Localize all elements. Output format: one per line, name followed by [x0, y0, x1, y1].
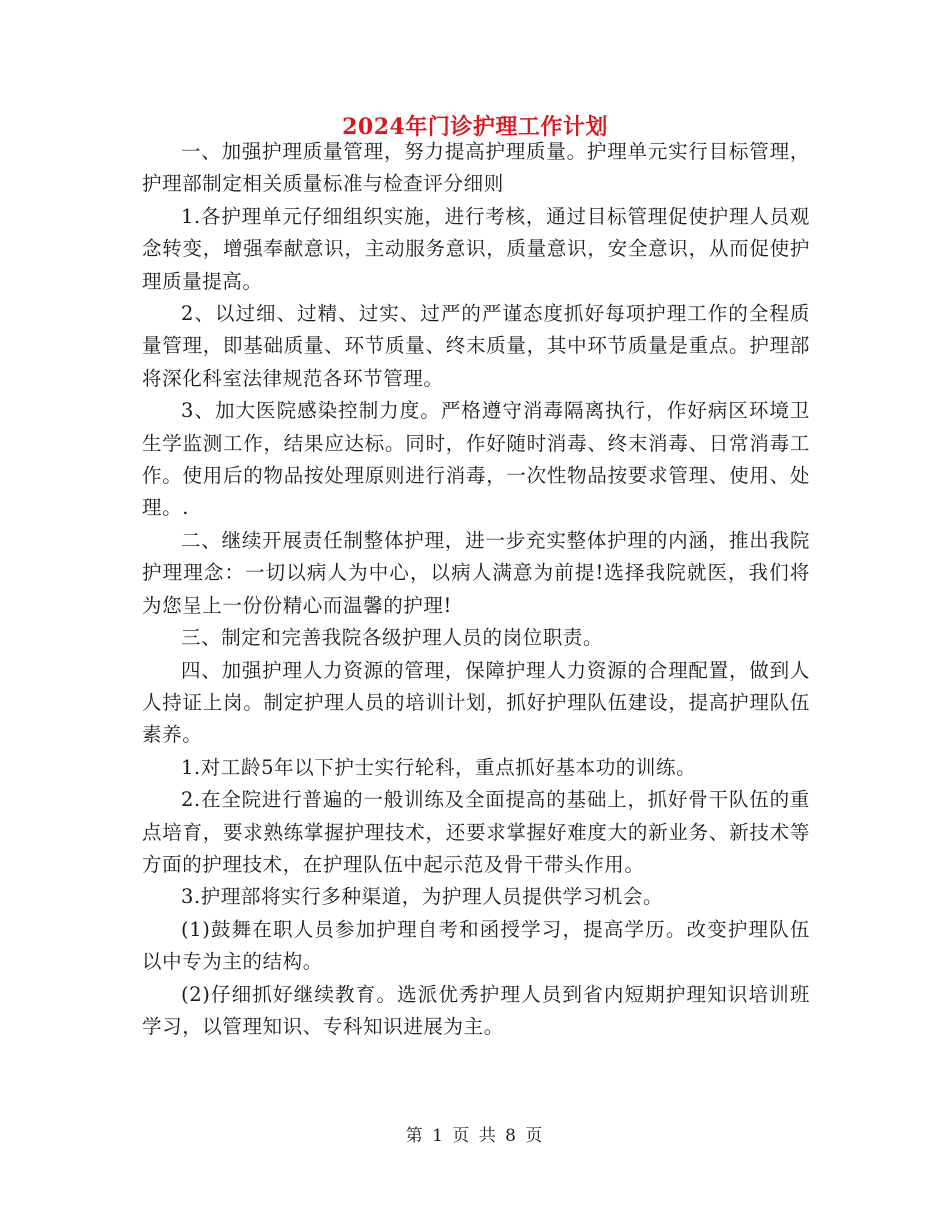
paragraph: 1.各护理单元仔细组织实施，进行考核，通过目标管理促使护理人员观念转变，增强奉献意识，主动服务意识，质量意识，安全意识，从而促使护理质量提高。 [142, 204, 810, 293]
paragraph: (2)仔细抓好继续教育。选派优秀护理人员到省内短期护理知识培训班学习，以管理知识、专科知识进展为主。 [142, 982, 810, 1038]
paragraph: 3、加大医院感染控制力度。严格遵守消毒隔离执行，作好病区环境卫生学监测工作，结果应达标。同时，作好随时消毒、终末消毒、日常消毒工作。使用后的物品按处理原则进行消毒，一次性物品按要求管理、使用、处理。. [142, 399, 810, 520]
paragraph: 一、加强护理质量管理，努力提高护理质量。护理单元实行目标管理，护理部制定相关质量标准与检查评分细则 [142, 140, 810, 196]
document-body [142, 136, 810, 1043]
paragraph: 1.对工龄5年以下护士实行轮科，重点抓好基本功的训练。 [181, 755, 697, 779]
page-number-footer: 第 1 页 共 8 页 [405, 1126, 545, 1146]
paragraph: (1)鼓舞在职人员参加护理自考和函授学习，提高学历。改变护理队伍以中专为主的结构。 [142, 917, 810, 974]
paragraph: 2、以过细、过精、过实、过严的严谨态度抓好每项护理工作的全程质量管理，即基础质量、环节质量、终末质量，其中环节质量是重点。护理部将深化科室法律规范各环节管理。 [142, 302, 810, 390]
paragraph: 二、继续开展责任制整体护理，进一步充实整体护理的内涵，推出我院护理理念：一切以病人为中心，以病人满意为前提!选择我院就医，我们将为您呈上一份份精心而温馨的护理! [142, 528, 810, 617]
paragraph: 四、加强护理人力资源的管理，保障护理人力资源的合理配置，做到人人持证上岗。制定护理人员的培训计划，抓好护理队伍建设，提高护理队伍素养。 [142, 658, 810, 747]
document-title: 2024年门诊护理工作计划 [342, 114, 608, 140]
paragraph: 三、制定和完善我院各级护理人员的岗位职责。 [181, 626, 604, 650]
paragraph: 3.护理部将实行多种渠道，为护理人员提供学习机会。 [181, 885, 664, 909]
paragraph: 2.在全院进行普遍的一般训练及全面提高的基础上，抓好骨干队伍的重点培育，要求熟练掌握护理技术，还要求掌握好难度大的新业务、新技术等方面的护理技术，在护理队伍中起示范及骨干带头作用。 [142, 788, 810, 876]
